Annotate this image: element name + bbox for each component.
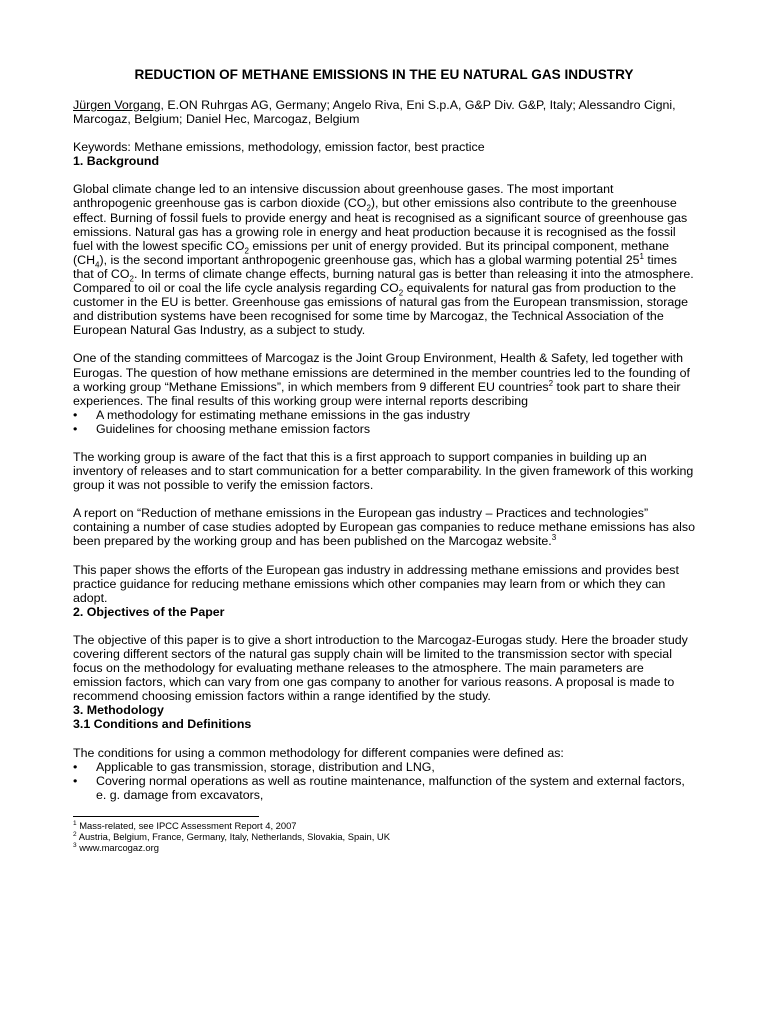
subscript: 2 (398, 288, 404, 298)
text-run: times that of CO (73, 252, 677, 281)
paragraph-background-1 (73, 182, 695, 337)
footnote-number: 2 (73, 830, 77, 838)
author-list (73, 98, 695, 126)
paper-title: REDUCTION OF METHANE EMISSIONS IN THE EU NATURAL GAS INDUSTRY (134, 67, 634, 82)
subscript: 2 (244, 246, 249, 256)
footnote-3 (73, 842, 695, 853)
paragraph-background-2 (73, 351, 695, 407)
section-heading-methodology: 3. Methodology (73, 703, 164, 718)
subscript: 2 (129, 274, 134, 284)
text-run: . In terms of climate change effects, burning natural gas is better than releasing it into the atmosphere. Compared to oil or coal the life cycle analysis regarding CO (73, 266, 694, 296)
paragraph-background-4 (73, 506, 695, 548)
paragraph-objectives: The objective of this paper is to give a short introduction to the Marcogaz-Eurogas study. Here the broader study covering different sectors of the natural gas supply chain will be limited to the transmission sector with special focus on the methodology for evaluating methane releases to the atmosphere. The main parameters are emission factors, which can vary from one gas company to another for various reasons. A proposal is made to recommend choosing emission factors within a range identified by the study. (73, 632, 688, 704)
footnote-divider (73, 816, 259, 817)
footnote-ref: 2 (548, 378, 554, 388)
paragraph-background-5: This paper shows the efforts of the European gas industry in addressing methane emissions and provides best practice guidance for reducing methane emissions which other companies may learn from or which they can adopt. (73, 562, 679, 605)
paragraph-background-3: The working group is aware of the fact that this is a first approach to support companies in building up an inventory of releases and to start communication for a better comparability. In the given framework of this working group it was not possible to verify the emission factors. (73, 449, 694, 493)
text-run: ), but other emissions also contribute to the greenhouse effect. Burning of fossil fuels to provide energy and heat is recognised as a significant source of greenhouse gas emissions. Natural gas has a growing role in energy and heat production because it is recognised as the fossil fuel with the lowest specific CO (73, 196, 688, 253)
footnote-number: 1 (73, 819, 77, 827)
text-run: took part to share their experiences. The final results of this working group were internal reports describing (73, 379, 681, 408)
footnote-1 (73, 820, 695, 831)
text-run: One of the standing committees of Marcogaz is the Joint Group Environment, Health & Safety, led together with Eurogas. The question of how methane emissions are determined in the member countries led to the founding of a working group “Methane Emissions”, in which members from 9 different EU countries (73, 351, 690, 394)
footnote-text: www.marcogaz.org (76, 841, 159, 853)
section-heading-background: 1. Background (73, 154, 160, 169)
first-author: Jürgen Vorgang (73, 98, 161, 112)
footnote-ref: 3 (551, 533, 557, 543)
section-heading-objectives: 2. Objectives of the Paper (73, 604, 225, 619)
text-run: equivalents for natural gas from production to the customer in the EU is better. Greenhouse gas emissions of natural gas from the European transmission, storage and distribution systems have been recognised for some time by Marcogaz, the Technical Association of the European Natural Gas Industry, as a subject to study. (73, 281, 689, 338)
footnotes (73, 820, 695, 853)
footnote-2 (73, 831, 695, 842)
paper-body (73, 66, 695, 853)
footnote-text: Austria, Belgium, France, Germany, Italy, Netherlands, Slovakia, Spain, UK (76, 830, 390, 842)
bullet-list-reports (73, 408, 695, 436)
text-run: emissions per unit of energy provided. But its principal component, methane (CH (73, 238, 670, 267)
footnote-text: Mass-related, see IPCC Assessment Report 4, 2007 (76, 819, 297, 831)
author-affiliations: , E.ON Ruhrgas AG, Germany; Angelo Riva, Eni S.p.A, G&P Div. G&P, Italy; Alessandro Cigni, Marcogaz, Belgium; Daniel Hec, Marcogaz, Belgium (73, 98, 676, 127)
subscript: 4 (95, 260, 100, 270)
subscript: 2 (366, 203, 371, 213)
text-run: Global climate change led to an intensive discussion about greenhouse gases. The most important anthropogenic greenhouse gas is carbon dioxide (CO (73, 182, 614, 211)
list-item: • Covering normal operations as well as routine maintenance, malfunction of the system and external factors, e. g. damage from excavators, (73, 774, 695, 802)
paragraph-conditions: The conditions for using a common methodology for different companies were defined as: (73, 745, 564, 760)
list-item: • Guidelines for choosing methane emission factors (73, 422, 695, 436)
subsection-heading-conditions: 3.1 Conditions and Definitions (73, 717, 252, 732)
text-run: ), is the second important anthropogenic greenhouse gas, which has a global warming potential 25 (99, 252, 640, 267)
list-item: • Applicable to gas transmission, storage, distribution and LNG, (73, 760, 695, 774)
keywords: Keywords: Methane emissions, methodology, emission factor, best practice (73, 140, 485, 155)
list-item: • A methodology for estimating methane emissions in the gas industry (73, 408, 695, 422)
bullet-list-conditions (73, 760, 695, 802)
footnote-number: 3 (73, 841, 77, 849)
footnote-ref: 1 (639, 251, 644, 261)
text-run: A report on “Reduction of methane emissions in the European gas industry – Practices and technologies” containing a number of case studies adopted by European gas companies to reduce methane emissions has also been prepared by the working group and has been published on the Marcogaz website. (73, 506, 695, 549)
